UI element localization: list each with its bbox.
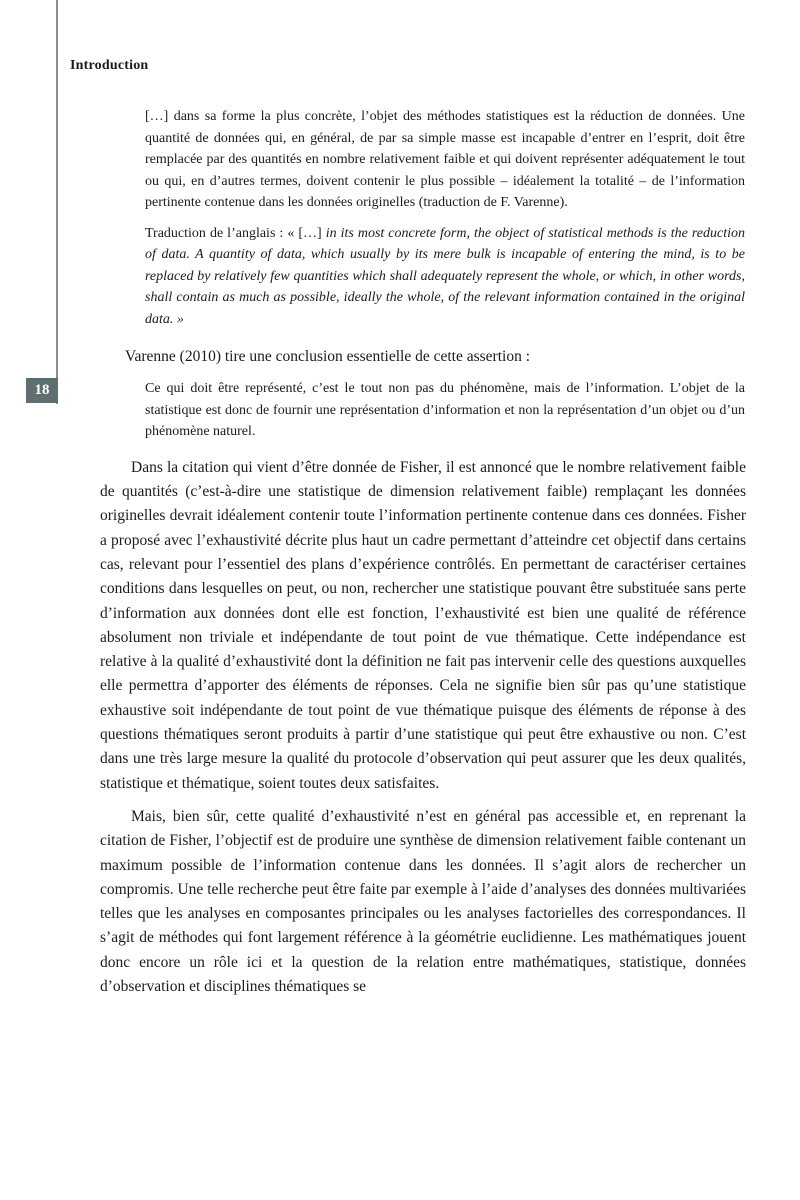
blockquote-english-lead: Traduction de l’anglais : « […] xyxy=(145,225,326,241)
page-number-badge: 18 xyxy=(26,378,58,403)
paragraph-main-2: Mais, bien sûr, cette qualité d’exhaustivité n’est en général pas accessible et, en reprenant la citation de Fisher, l’objectif est de produire une synthèse de dimension relativement faible contenant un maximum possible de l’information contenue dans les données. Il s’agit alors de rechercher un compromis. Une telle recherche peut être faite par exemple à l’aide d’analyses des données multivariées telles que les analyses en composantes principales ou les analyses factorielles des correspondances. Il s’agit de méthodes qui font largement référence à la géométrie euclidienne. Les mathématiques jouent donc encore un rôle ici et la question de la relation entre mathématiques, statistique, données d’observation et disciplines thématiques se xyxy=(100,807,746,996)
paragraph-varenne-intro: Varenne (2010) tire une conclusion essentielle de cette assertion : xyxy=(125,348,531,365)
blockquote-english-italic: in its most concrete form, the object of statistical methods is the reduction of data. A quantity of data, which usually by its mere bulk is incapable of entering the mind, is to be replaced by relatively few quantities which shall adequately represent the whole, or which, in other words, shall contain as much as possible, ideally the whole, of the relevant information contained in the original data. » xyxy=(145,225,745,327)
blockquote-fisher-english xyxy=(145,223,745,331)
blockquote-varenne: Ce qui doit être représenté, c’est le tout non pas du phénomène, mais de l’information. L’objet de la statistique est donc de fournir une représentation d’information et non la représentation d’un objet ou d’un phénomène naturel. xyxy=(145,381,745,440)
paragraph-main-1: Dans la citation qui vient d’être donnée de Fisher, il est annoncé que le nombre relativement faible de quantités (c’est-à-dire une statistique de dimension relativement faible) remplaçant les données originelles devrait idéalement contenir toute l’information pertinente contenue dans ces données. Fisher a proposé avec l’exhaustivité décrite plus haut un cadre permettant d’atteindre cet objectif dans certains cas, relevant pour l’essentiel des plans d’expérience contrôlés. En permettant de caractériser certaines conditions dans lesquelles on peut, ou non, rechercher une statistique pouvant être substituée sans perte d’information aux données dont elle est fonction, l’exhaustivité est bien une qualité de référence absolument non triviale et indépendante de tout point de vue thématique. Cette indépendance est relative à la qualité d’exhaustivité dont la définition ne fait pas intervenir celle des questions auxquelles elle permettra d’apporter des éléments de réponses. Cela ne signifie bien sûr pas qu’une statistique exhaustive soit indépendante de tout point de vue thématique puisque des éléments de réponse à des questions thématiques seront produits à partir d’une statistique qui peut être exhaustive ou non. C’est dans une très large mesure la qualité du protocole d’observation qui peut assurer que les deux qualités, statistique et thématique, soient toutes deux satisfaites. xyxy=(100,458,746,792)
margin-rule xyxy=(56,0,58,404)
page-content xyxy=(100,106,746,999)
running-head: Introduction xyxy=(70,58,149,73)
blockquote-fisher-french: […] dans sa forme la plus concrète, l’objet des méthodes statistiques est la réduction de données. Une quantité de données qui, en général, de par sa simple masse est incapable d’entrer en l’esprit, doit être remplacée par des quantités en nombre relativement faible et qui doivent représenter adéquatement le tout ou qui, en d’autres termes, doivent contenir le plus possible – idéalement la totalité – de l’information pertinente contenue dans les données originelles (traduction de F. Varenne). xyxy=(145,109,745,210)
